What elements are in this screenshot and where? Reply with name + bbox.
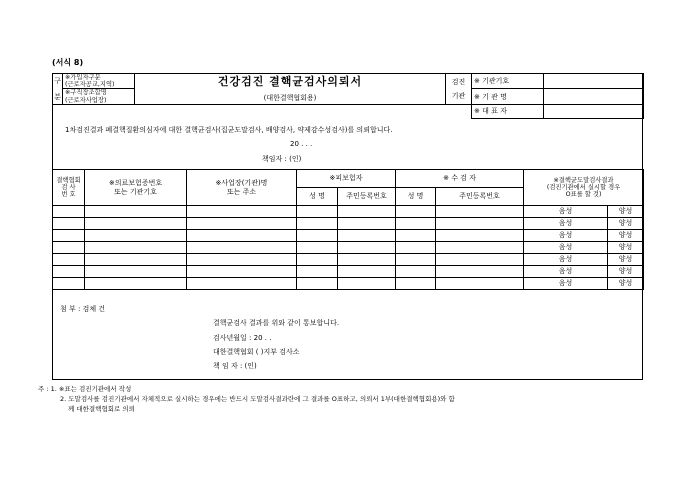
- footnote-3: 께 대한결핵협회로 의뢰: [68, 405, 135, 414]
- insurance-number-cell[interactable]: [85, 218, 187, 230]
- col-examinee-name: 성 명: [396, 188, 436, 206]
- exam-number-cell[interactable]: [53, 242, 85, 254]
- examinee-id-cell[interactable]: [436, 254, 524, 266]
- header-table: [52, 73, 644, 119]
- insured-id-cell[interactable]: [338, 218, 396, 230]
- examinee-id-cell[interactable]: [436, 278, 524, 290]
- result-positive-option[interactable]: 양성: [608, 230, 644, 242]
- examinee-name-cell[interactable]: [396, 230, 436, 242]
- col-insured: ※피보험자: [297, 170, 396, 188]
- col-insured-name: 성 명: [297, 188, 338, 206]
- insured-name-cell[interactable]: [297, 254, 338, 266]
- exam-number-cell[interactable]: [53, 254, 85, 266]
- exam-number-cell[interactable]: [53, 206, 85, 218]
- col-insurance-number: ※의료보험증번호 또는 기관기호: [85, 170, 187, 206]
- request-text: 1차검진결과 폐결핵질환의심자에 대한 결핵균검사(집균도말검사, 배양검사, 약제감수성검사)를 의뢰합니다.: [65, 126, 393, 134]
- footer-responsible: 책 임 자 : (인): [213, 362, 257, 370]
- examinee-name-cell[interactable]: [396, 218, 436, 230]
- examinee-name-cell[interactable]: [396, 278, 436, 290]
- result-negative-option[interactable]: 음성: [524, 278, 608, 290]
- examinee-id-cell[interactable]: [436, 230, 524, 242]
- footnote-1: 주 : 1. ※표는 검진기관에서 작성: [38, 385, 132, 393]
- form-subtitle: (대한결핵협회용): [263, 94, 317, 103]
- form-number-label: (서식 8): [52, 58, 84, 67]
- insurance-number-cell[interactable]: [85, 266, 187, 278]
- header-spacer: [53, 104, 472, 118]
- footnotes: [38, 384, 455, 414]
- col-smear-result: ※결핵균도말검사결과 (검진기관에서 실시할 경우 O표를 할 것): [524, 170, 644, 206]
- attachment-line: 첨 부 : 검체 건: [60, 305, 106, 313]
- insured-name-cell[interactable]: [297, 278, 338, 290]
- table-row: [53, 230, 644, 242]
- result-notice: 결핵균검사 결과를 위와 같이 통보합니다.: [213, 319, 340, 327]
- insurance-number-cell[interactable]: [85, 242, 187, 254]
- insured-id-cell[interactable]: [338, 254, 396, 266]
- insurance-number-cell[interactable]: [85, 206, 187, 218]
- table-row: [53, 254, 644, 266]
- col-examinee-id: 주민등록번호: [436, 188, 524, 206]
- result-negative-option[interactable]: 음성: [524, 242, 608, 254]
- insured-name-cell[interactable]: [297, 218, 338, 230]
- workplace-cell[interactable]: [187, 254, 297, 266]
- result-negative-option[interactable]: 음성: [524, 206, 608, 218]
- insured-name-cell[interactable]: [297, 230, 338, 242]
- workplace-cell[interactable]: [187, 206, 297, 218]
- exam-date-line: 검사년월일 : 20 . .: [213, 334, 272, 342]
- result-negative-option[interactable]: 음성: [524, 230, 608, 242]
- examinee-name-cell[interactable]: [396, 242, 436, 254]
- insurance-number-cell[interactable]: [85, 278, 187, 290]
- inst-rep-label: ※ 대 표 자: [472, 104, 544, 118]
- result-positive-option[interactable]: 양성: [608, 254, 644, 266]
- workplace-cell[interactable]: [187, 218, 297, 230]
- insured-name-cell[interactable]: [297, 206, 338, 218]
- insurance-number-cell[interactable]: [85, 254, 187, 266]
- examinee-id-cell[interactable]: [436, 242, 524, 254]
- table-row: [53, 242, 644, 254]
- category-side-label: 구 분: [53, 74, 63, 105]
- result-positive-option[interactable]: 양성: [608, 278, 644, 290]
- workplace-cell[interactable]: [187, 242, 297, 254]
- examinee-name-cell[interactable]: [396, 254, 436, 266]
- examinee-id-cell[interactable]: [436, 266, 524, 278]
- result-negative-option[interactable]: 음성: [524, 254, 608, 266]
- examinee-name-cell[interactable]: [396, 206, 436, 218]
- exam-number-cell[interactable]: [53, 278, 85, 290]
- insured-id-cell[interactable]: [338, 230, 396, 242]
- footnote-2: 2. 도말검사를 검진기관에서 자체적으로 실시하는 경우에는 반드시 도말검사결과란에 그 결과를 O표하고, 의뢰서 1부(대한결핵협회용)와 함: [60, 395, 455, 404]
- institution-side-label: 검진 기관: [446, 74, 472, 105]
- workplace-cell[interactable]: [187, 230, 297, 242]
- col-examinee: ※ 수 검 자: [396, 170, 524, 188]
- request-responsible: 책임자 : (인): [262, 155, 302, 163]
- table-row: [53, 278, 644, 290]
- inst-rep-field[interactable]: [544, 104, 644, 118]
- result-positive-option[interactable]: 양성: [608, 206, 644, 218]
- table-row: [53, 206, 644, 218]
- examinee-id-cell[interactable]: [436, 218, 524, 230]
- col-workplace: ※사업장(기관)명 또는 주소: [187, 170, 297, 206]
- result-positive-option[interactable]: 양성: [608, 266, 644, 278]
- examinee-name-cell[interactable]: [396, 266, 436, 278]
- result-negative-option[interactable]: 음성: [524, 218, 608, 230]
- specimen-table: [52, 169, 644, 290]
- result-negative-option[interactable]: 음성: [524, 266, 608, 278]
- insured-name-cell[interactable]: [297, 242, 338, 254]
- table-row: [53, 266, 644, 278]
- union-name-field[interactable]: ※구직장조합명 (근로자사업장): [63, 89, 135, 104]
- col-insured-id: 주민등록번호: [338, 188, 396, 206]
- insured-name-cell[interactable]: [297, 266, 338, 278]
- insured-id-cell[interactable]: [338, 278, 396, 290]
- exam-number-cell[interactable]: [53, 266, 85, 278]
- form-title: 건강검진 결핵균검사의뢰서: [217, 74, 363, 88]
- examinee-id-cell[interactable]: [436, 206, 524, 218]
- exam-number-cell[interactable]: [53, 218, 85, 230]
- insured-id-cell[interactable]: [338, 206, 396, 218]
- result-positive-option[interactable]: 양성: [608, 242, 644, 254]
- table-row: [53, 218, 644, 230]
- result-positive-option[interactable]: 양성: [608, 218, 644, 230]
- inst-name-field[interactable]: [544, 89, 644, 104]
- insured-type-field[interactable]: ※가입자구분 (근로자공교,지역): [63, 74, 135, 89]
- inst-code-label: ※ 기관기호: [472, 74, 544, 89]
- insured-id-cell[interactable]: [338, 242, 396, 254]
- workplace-cell[interactable]: [187, 266, 297, 278]
- insured-id-cell[interactable]: [338, 266, 396, 278]
- workplace-cell[interactable]: [187, 278, 297, 290]
- exam-number-cell[interactable]: [53, 230, 85, 242]
- inst-name-label: ※ 기 관 명: [472, 89, 544, 104]
- col-exam-number: 결핵협회 검 사 번 호: [53, 170, 85, 206]
- request-date: 20 . . .: [290, 140, 313, 148]
- inst-code-field[interactable]: [544, 74, 644, 89]
- branch-line: 대한결핵협회 ( )지부 검사소: [213, 348, 300, 356]
- form-title-cell: [135, 74, 446, 105]
- insurance-number-cell[interactable]: [85, 230, 187, 242]
